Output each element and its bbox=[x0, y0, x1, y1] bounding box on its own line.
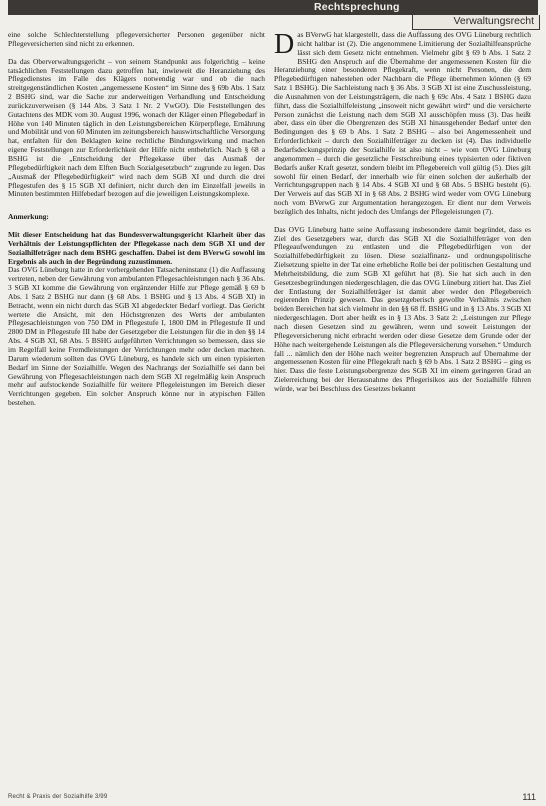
right-paragraph-1-text: as BVerwG hat klargestellt, dass die Auffassung des OVG Lüneburg rechtlich nicht haltbar ist (2). Die angenommene Limitierung der Sozialhilfeansprüche lässt sich dem Gesetz nicht entnehmen. Vielmehr gibt § 69 b Abs. 1 Satz 2 BSHG den Anspruch auf die Übernahme der angemessenen Kosten für die Heranziehung einer besonderen Pflegekraft, wenn nicht Personen, die dem Pflegebedürftigen nahestehen oder Nachbarn die Pflege übernehmen können (§ 69 Satz 1 BSHG). Die Sachleistung nach § 36 Abs. 3 SGB XI ist eine Zuschussleistung, die Ausnahmen von der Leistungsträgern, die nach § 69c Abs. 4 Satz 1 BSHG dazu führt, dass die Sozialhilfeleistung „insoweit nicht gewährt wird“ und die versicherte Person zunächst die Leistung nach dem SGB XI ausschöpfen muss (3). Das heißt aber, dass ein über die Obergrenzen des SGB XI hinausgehender Bedarf unter den Bedingungen des § 69 b Abs. 1 Satz 2 BSHG – also bei Angemessenheit und Erforderlichkeit – durch den Sozialhilfeträger zu decken ist (4). Das individuelle Bedarfsdeckungsprinzip der Sozialhilfe ist also nicht – wie vom OVG Lüneburg angenommen – durch die gesetzliche Festschreibung eines typisierten oder fiktiven Bedarfs außer Kraft gesetzt, sondern bleibt im Pflegebereich voll gültig (5). Dies gilt sowohl für einen Bedarf, der innerhalb wie für einen solchen der außerhalb der Verrichtungsgruppen nach § 14 Abs. 4 SGB XI und § 68 Abs. 5 BSHG besteht (6). Der Verweis auf das SGB XI in § 68 Abs. 2 BSHG wird weder vom OVG Lüneburg noch vom BVerwG zur Argumentation herangezogen. Er dient nur dem Verweis bezüglich des Inhalts, nicht jedoch des Umfangs der Pflegeleistungen (7). bbox=[274, 30, 531, 216]
left-paragraph-4: Das OVG Lüneburg hatte in der vorhergehenden Tatsacheninstanz (1) die Auffassung vertreten, neben der Gewährung von ambulanten Pflegesachleistungen nach § 36 Abs. 3 SGB XI komme die Gewährung von ergänzender Hilfe zur Pflege gemäß § 69 b Abs. 1 Satz 2 BSHG nur dann (§ 68 Abs. 1 BSHG und § 13 Abs. 4 SGB XI) in Betracht, wenn ein nicht durch das SGB XI abgedeckter Bedarf vorliegt. Das Gericht wertete die Ansicht, mit den Höchstgrenzen des Werts der ambulanten Pflegesachleistungen von 750 DM in Pflegestufe I, 1800 DM in Pflegestufe II und 2800 DM in Pflegestufe III habe der Gesetzgeber die Leistungen für die in den §§ 14 Abs. 4 SGB XI, 68 Abs. 5 BSHG aufgeführten Verrichtungen so bemessen, dass sie im Regelfall keine Fremdleistungen der Verrichtungen mehr oder decken machten. Darum wiederum sollten das OVG Lüneburg, es handele sich um einen typisierten Bedarf im Sinne der Sozialhilfe. Wegen des Nachrangs der Sozialhilfe sei dann bei Gewährung von Pflegesachleistungen nach dem SGB XI regelmäßig kein Anspruch mehr auf aufstockende Sozialhilfe für weitere Pflegeleistungen im Bereich dieser Verrichtungen gegeben. Ein solcher Anspruch könne nur in atypischen Fällen bestehen. bbox=[8, 265, 265, 408]
right-paragraph-2: Das OVG Lüneburg hatte seine Auffassung insbesondere damit begründet, dass es Ziel des Gesetzgebers war, durch das SGB XI die Sozialhilfeträger von den Pflegeaufwendungen zu entlasten und die Pflegebedürftigen von der Sozialhilfebedürftigkeit zu lösen. Diese sozialfinanz- und ordnungspolitische Zielsetzung spielte in der Tat eine erhebliche Rolle bei der politischen Gestaltung und Mehrheitsbildung, die zum SGB XI geführt hat (8). Sie hat sich auch in den Gesetzesbegründungen niedergeschlagen, die das OVG Lüneburg zitiert hat. Das Ziel der Entlastung der Sozialhilfeträger ist damit aber weder den Pflegebereich regierenden Prinzip gewesen. Das gesetzgeberisch gewollte Verhältnis zwischen beiden Bereichen hat sich vielmehr in den §§ 68 ff. BSHG und in § 13 Abs. 3 SGB XI niedergeschlagen. Dort aber heißt es in § 13 Abs. 3 Satz 2: „Leistungen zur Pflege nach diesen Gesetzen sind zu gewähren, wenn und soweit Leistungen der Pflegeversicherung nicht erbracht werden oder diese Gesetze dem Grunde oder der Höhe nach weitergehende Leistungen als die Pflegeversicherung vorsehen.“ Umdurch fall ... nämlich den der Höhe nach weiter begrenzten Anspruch auf Übernahme der angemessenen Kosten für eine Pflegekraft nach § 69 b Abs. 1 Satz 2 BSHG – ging es hier. Dass die feste Leistungsobergrenze des SGB XI im einem geringeren Grad an Zielerreichung bei der Herausnahme des Pflegerisikos aus der Sozialhilfe führen würde, war bei Beschluss des Gesetzes bekannt bbox=[274, 224, 531, 393]
section-title: Rechtsprechung bbox=[314, 1, 400, 13]
left-paragraph-1: eine solche Schlechterstellung pflegeversicherter Personen gegenüber nicht Pflegeversicherten sind nicht zu erkennen. bbox=[8, 30, 265, 48]
journal-name: Recht & Praxis der Sozialhilfe 3/99 bbox=[8, 794, 108, 800]
annotation-heading: Anmerkung: bbox=[8, 212, 49, 222]
right-column bbox=[274, 31, 531, 394]
annotation-summary: Mit dieser Entscheidung hat das Bundesverwaltungsgericht Klarheit über das Verhältnis der Leistungspflichten der Pflegekasse nach dem SGB XI und der Sozialhilfeträger nach dem BSHG geschaffen. Dabei ist dem BVerwG sowohl im Ergebnis als auch in der Begründung zuzustimmen. bbox=[8, 230, 265, 266]
left-paragraph-2: Da das Oberverwaltungsgericht – von seinem Standpunkt aus folgerichtig – keine tatsächlichen Feststellungen dazu getroffen hat, inwieweit die Heranziehung des Pflegedienstes im Falle des Klägers notwendig war und ob die nach streitgegenständlichen Kosten „angemessene Kosten“ im Sinne des § 69b Abs. 1 Satz 2 BSHG sind, war die Sache zur anderweitigen Verhandlung und Entscheidung zurückzuverweisen (§ 144 Abs. 3 Satz 1 Nr. 2 VwGO). Die Feststellungen des Gutachtens des MDK vom 30. August 1996, wonach der Kläger einen Pflegebedarf in Höhe von 140 Minuten täglich in den Leistungsbereichen Körperpflege, Ernährung und Mobilität und von 60 Minuten im zeitungsbereich hauswirtschaftliche Versorgung hat, entfalten für den Beklagten keine rechtliche Bindungswirkung und machen eigene Feststellungen zur Erforderlichkeit der Hilfe nicht entbehrlich. Nach § 68 a BSHG ist die „Entscheidung der Pflegekasse über das Ausmaß der Pflegebedürftigkeit nach dem Elften Buch Sozialgesetzbuch“ zugrunde zu legen. Das „Ausmaß der Pflegebedürftigkeit“ wird nach dem SGB XI und durch die drei Pflegestufen des § 15 SGB XI definiert, nicht durch den im Einzelfall jeweils in Minuten bestimmten Hilfebedarf bezogen auf die jeweiligen Leistungskomplexe. bbox=[8, 56, 265, 199]
drop-cap: D bbox=[274, 29, 295, 60]
right-paragraph-1 bbox=[274, 31, 531, 217]
header-bar bbox=[8, 0, 538, 15]
subsection-box bbox=[412, 15, 540, 30]
page-number: 111 bbox=[522, 792, 536, 802]
left-column bbox=[8, 31, 265, 408]
subsection-title: Verwaltungsrecht bbox=[453, 15, 534, 27]
